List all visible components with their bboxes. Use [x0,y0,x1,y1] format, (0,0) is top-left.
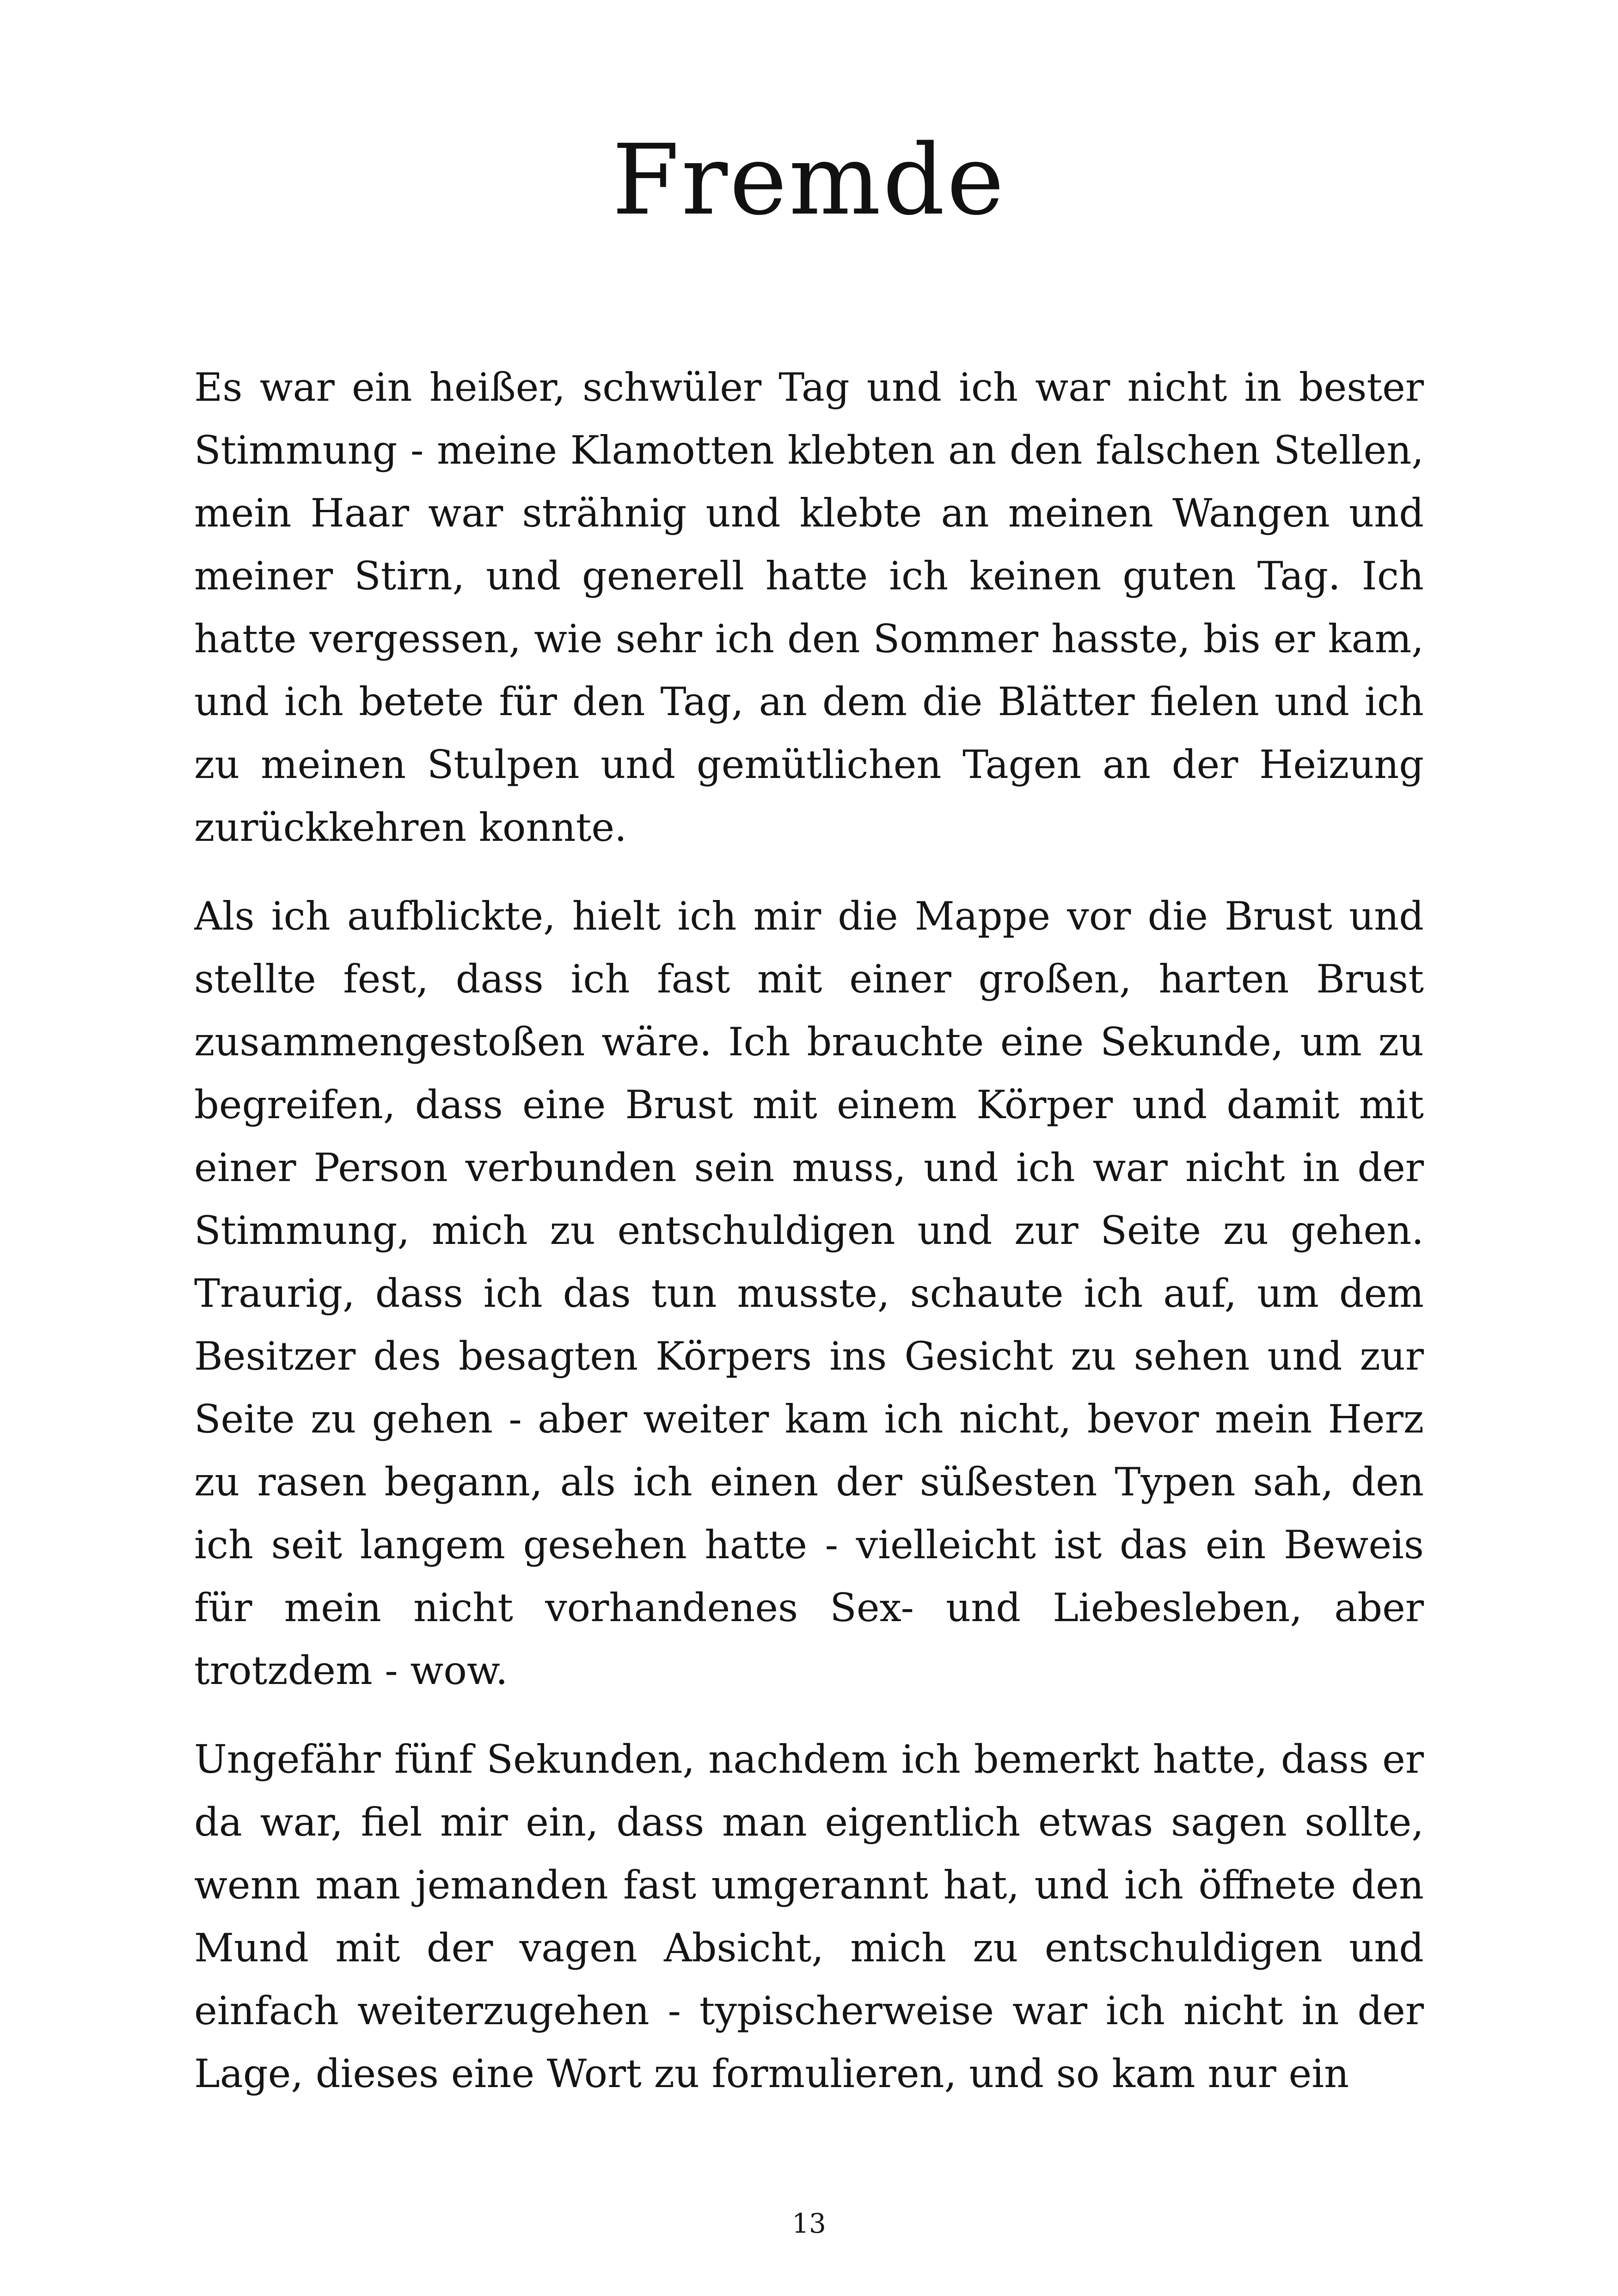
chapter-body [194,356,1424,2136]
paragraph-3: Ungefähr fünf Sekunden, nachdem ich bemerkt hatte, dass er da war, fiel mir ein, dass man eigentlich etwas sagen sollte, wenn man jemanden fast umgerannt hat, und ich öffnete den Mund mit der vagen Absicht, mich zu entschuldigen und einfach weiterzugehen - typischerweise war ich nicht in der Lage, dieses eine Wort zu formulieren, und so kam nur ein [194,1737,1424,2096]
paragraph-1: Es war ein heißer, schwüler Tag und ich war nicht in bester Stimmung - meine Klamotten klebten an den falschen Stellen, mein Haar war strähnig und klebte an meinen Wangen und meiner Stirn, und generell hatte ich keinen guten Tag. Ich hatte vergessen, wie sehr ich den Sommer hasste, bis er kam, und ich betete für den Tag, an dem die Blätter fielen und ich zu meinen Stulpen und gemütlichen Tagen an der Heizung zurückkehren konnte. [194,365,1424,850]
chapter-title: Fremde [612,123,1006,237]
page-number: 13 [792,2208,826,2239]
paragraph-2: Als ich aufblickte, hielt ich mir die Mappe vor die Brust und stellte fest, dass ich fast mit einer großen, harten Brust zusammengestoßen wäre. Ich brauchte eine Sekunde, um zu begreifen, dass eine Brust mit einem Körper und damit mit einer Person verbunden sein muss, und ich war nicht in der Stimmung, mich zu entschuldigen und zur Seite zu gehen. Traurig, dass ich das tun musste, schaute ich auf, um dem Besitzer des besagten Körpers ins Gesicht zu sehen und zur Seite zu gehen - aber weiter kam ich nicht, bevor mein Herz zu rasen begann, als ich einen der süßesten Typen sah, den ich seit langem gesehen hatte - vielleicht ist das ein Beweis für mein nicht vorhandenes Sex- und Liebesleben, aber trotzdem - wow. [194,894,1424,1693]
